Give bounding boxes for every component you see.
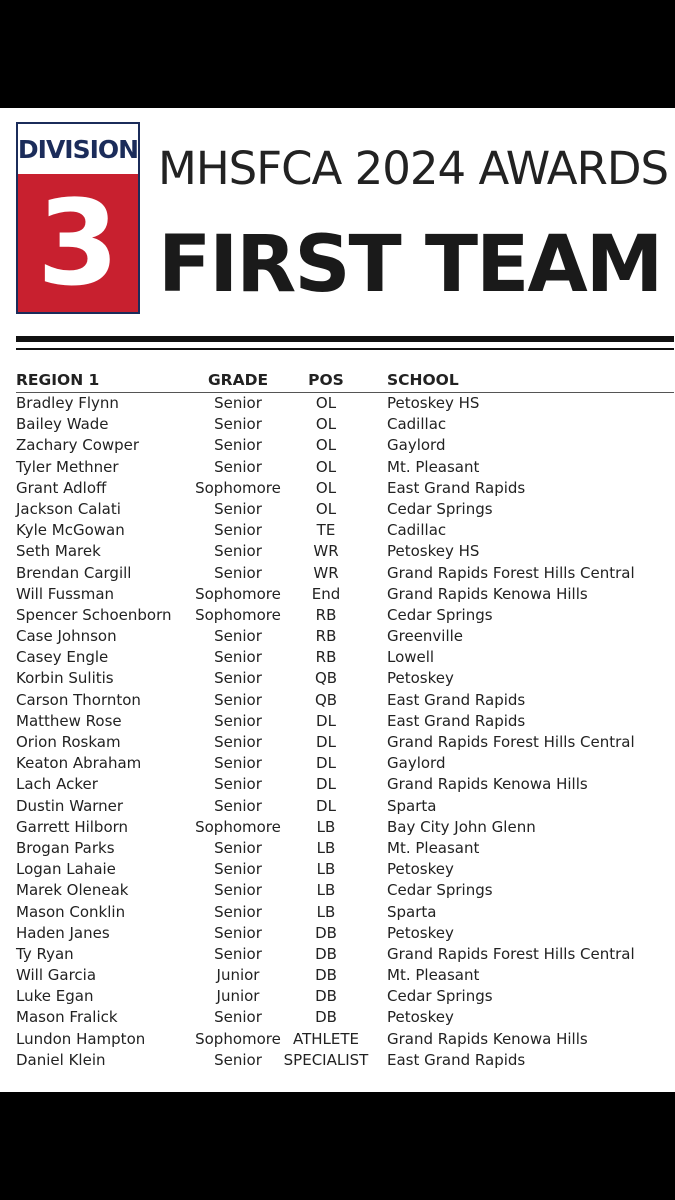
player-grade: Senior — [214, 457, 262, 476]
player-school: Petoskey — [387, 669, 454, 688]
table-row — [16, 880, 674, 901]
division-number: 3 — [18, 174, 138, 312]
table-row — [16, 690, 674, 711]
player-grade: Sophomore — [195, 817, 281, 836]
player-name: Tyler Methner — [16, 457, 119, 476]
player-school: Sparta — [387, 902, 437, 921]
player-school: Petoskey — [387, 1008, 454, 1027]
table-row — [16, 647, 674, 668]
awards-title: MHSFCA 2024 AWARDS — [158, 142, 669, 195]
player-name: Casey Engle — [16, 648, 109, 667]
player-school: Grand Rapids Forest Hills Central — [387, 944, 635, 963]
player-school: Cadillac — [387, 415, 447, 434]
roster-table — [16, 370, 674, 1071]
player-name: Ty Ryan — [16, 944, 74, 963]
table-row — [16, 435, 674, 456]
player-grade: Senior — [214, 1050, 262, 1069]
player-grade: Sophomore — [195, 584, 281, 603]
player-grade: Senior — [214, 542, 262, 561]
player-position: WR — [313, 563, 339, 582]
player-name: Grant Adloff — [16, 478, 107, 497]
player-position: DB — [315, 1008, 337, 1027]
player-name: Mason Conklin — [16, 902, 126, 921]
player-position: LB — [316, 881, 336, 900]
player-position: LB — [316, 902, 336, 921]
player-name: Spencer Schoenborn — [16, 605, 172, 624]
player-name: Haden Janes — [16, 923, 110, 942]
player-school: Cedar Springs — [387, 605, 493, 624]
player-grade: Senior — [214, 669, 262, 688]
player-school: Cedar Springs — [387, 987, 493, 1006]
header-grade: GRADE — [207, 371, 269, 389]
player-name: Bailey Wade — [16, 415, 109, 434]
player-grade: Senior — [214, 690, 262, 709]
player-grade: Senior — [214, 796, 262, 815]
player-grade: Senior — [214, 436, 262, 455]
player-name: Case Johnson — [16, 627, 117, 646]
player-position: DL — [316, 796, 336, 815]
player-grade: Senior — [214, 754, 262, 773]
header-region: REGION 1 — [16, 371, 100, 389]
player-position: OL — [315, 394, 337, 412]
player-position: DL — [316, 711, 336, 730]
player-school: Lowell — [387, 648, 435, 667]
player-grade: Senior — [214, 902, 262, 921]
player-grade: Senior — [214, 1008, 262, 1027]
team-title: FIRST TEAM — [158, 220, 662, 310]
player-grade: Junior — [216, 987, 260, 1006]
table-row — [16, 584, 674, 605]
table-row — [16, 753, 674, 774]
player-school: Grand Rapids Kenowa Hills — [387, 584, 588, 603]
table-row — [16, 732, 674, 753]
table-row — [16, 902, 674, 923]
player-school: Bay City John Glenn — [387, 817, 536, 836]
player-name: Carson Thornton — [16, 690, 141, 709]
division-label: DIVISION — [17, 134, 139, 164]
player-position: DB — [315, 987, 337, 1006]
player-name: Garrett Hilborn — [16, 817, 129, 836]
table-row — [16, 605, 674, 626]
table-row — [16, 414, 674, 435]
player-school: Gaylord — [387, 436, 446, 455]
player-grade: Senior — [214, 711, 262, 730]
player-school: East Grand Rapids — [387, 478, 526, 497]
player-position: OL — [315, 457, 337, 476]
header-school: SCHOOL — [387, 371, 459, 389]
table-row — [16, 817, 674, 838]
player-position: DB — [315, 966, 337, 985]
table-row — [16, 1029, 674, 1050]
table-row — [16, 626, 674, 647]
player-school: Greenville — [387, 627, 464, 646]
player-name: Dustin Warner — [16, 796, 124, 815]
player-position: QB — [314, 690, 338, 709]
player-grade: Sophomore — [195, 1029, 281, 1048]
player-name: Will Garcia — [16, 966, 97, 985]
divider-thin — [16, 348, 674, 350]
player-grade: Senior — [214, 923, 262, 942]
player-position: RB — [315, 627, 337, 646]
player-grade: Junior — [216, 966, 260, 985]
table-row — [16, 774, 674, 795]
player-name: Will Fussman — [16, 584, 115, 603]
player-name: Orion Roskam — [16, 733, 121, 751]
player-grade: Sophomore — [195, 605, 281, 624]
player-name: Keaton Abraham — [16, 754, 142, 773]
player-school: Mt. Pleasant — [387, 457, 480, 476]
player-grade: Senior — [214, 521, 262, 540]
player-name: Kyle McGowan — [16, 521, 125, 540]
player-position: DL — [316, 775, 336, 794]
player-position: DL — [316, 733, 336, 751]
table-row — [16, 711, 674, 732]
player-name: Korbin Sulitis — [16, 669, 114, 688]
player-position: End — [311, 584, 341, 603]
player-school: Mt. Pleasant — [387, 966, 480, 985]
table-row — [16, 520, 674, 541]
player-position: OL — [315, 436, 337, 455]
table-row — [16, 1050, 674, 1071]
player-position: DL — [316, 754, 336, 773]
table-row — [16, 478, 674, 499]
table-body — [16, 393, 674, 1071]
table-row — [16, 563, 674, 584]
player-position: OL — [315, 478, 337, 497]
player-name: Jackson Calati — [16, 499, 121, 518]
player-grade: Senior — [214, 415, 262, 434]
player-position: LB — [316, 838, 336, 857]
player-grade: Senior — [214, 838, 262, 857]
table-row — [16, 499, 674, 520]
player-grade: Senior — [214, 563, 262, 582]
player-name: Lundon Hampton — [16, 1029, 146, 1048]
table-row — [16, 944, 674, 965]
player-position: DB — [315, 923, 337, 942]
table-row — [16, 541, 674, 562]
player-school: Petoskey HS — [387, 542, 480, 561]
player-name: Zachary Cowper — [16, 436, 140, 455]
player-school: Petoskey HS — [387, 394, 480, 412]
player-grade: Senior — [214, 944, 262, 963]
table-row — [16, 796, 674, 817]
player-school: East Grand Rapids — [387, 711, 526, 730]
player-grade: Senior — [214, 648, 262, 667]
player-position: QB — [314, 669, 338, 688]
table-row — [16, 1007, 674, 1028]
player-grade: Senior — [214, 775, 262, 794]
player-grade: Senior — [214, 627, 262, 646]
player-school: East Grand Rapids — [387, 1050, 526, 1069]
player-grade: Senior — [214, 394, 262, 412]
table-row — [16, 457, 674, 478]
player-position: RB — [315, 605, 337, 624]
player-name: Bradley Flynn — [16, 394, 119, 412]
player-name: Daniel Klein — [16, 1050, 106, 1069]
player-position: DB — [315, 944, 337, 963]
player-school: Cedar Springs — [387, 881, 493, 900]
player-school: Gaylord — [387, 754, 446, 773]
table-row — [16, 838, 674, 859]
player-grade: Senior — [214, 881, 262, 900]
player-school: Cadillac — [387, 521, 447, 540]
player-name: Brogan Parks — [16, 838, 115, 857]
player-school: Sparta — [387, 796, 437, 815]
player-name: Brendan Cargill — [16, 563, 132, 582]
table-row — [16, 393, 674, 414]
player-name: Logan Lahaie — [16, 860, 116, 879]
player-school: Cedar Springs — [387, 499, 493, 518]
header-pos: POS — [308, 371, 344, 389]
player-position: ATHLETE — [292, 1029, 359, 1048]
table-header — [16, 370, 674, 393]
table-row — [16, 668, 674, 689]
player-position: LB — [316, 817, 336, 836]
player-position: SPECIALIST — [283, 1050, 369, 1069]
divider-thick — [16, 336, 674, 342]
player-position: RB — [315, 648, 337, 667]
player-position: WR — [313, 542, 339, 561]
player-name: Marek Oleneak — [16, 881, 129, 900]
player-position: TE — [316, 521, 336, 540]
player-school: Grand Rapids Kenowa Hills — [387, 1029, 588, 1048]
player-grade: Senior — [214, 733, 262, 751]
player-grade: Sophomore — [195, 478, 281, 497]
player-school: East Grand Rapids — [387, 690, 526, 709]
player-name: Luke Egan — [16, 987, 94, 1006]
table-row — [16, 923, 674, 944]
player-name: Lach Acker — [16, 775, 98, 794]
player-school: Petoskey — [387, 923, 454, 942]
player-name: Matthew Rose — [16, 711, 122, 730]
player-school: Petoskey — [387, 860, 454, 879]
player-grade: Senior — [214, 499, 262, 518]
table-row — [16, 859, 674, 880]
player-school: Grand Rapids Forest Hills Central — [387, 563, 635, 582]
division-badge — [16, 122, 140, 314]
player-position: LB — [316, 860, 336, 879]
player-position: OL — [315, 415, 337, 434]
player-position: OL — [315, 499, 337, 518]
player-school: Mt. Pleasant — [387, 838, 480, 857]
award-sheet — [0, 108, 675, 1092]
player-name: Mason Fralick — [16, 1008, 118, 1027]
player-grade: Senior — [214, 860, 262, 879]
table-row — [16, 965, 674, 986]
player-name: Seth Marek — [16, 542, 101, 561]
table-row — [16, 986, 674, 1007]
player-school: Grand Rapids Forest Hills Central — [387, 733, 635, 751]
player-school: Grand Rapids Kenowa Hills — [387, 775, 588, 794]
